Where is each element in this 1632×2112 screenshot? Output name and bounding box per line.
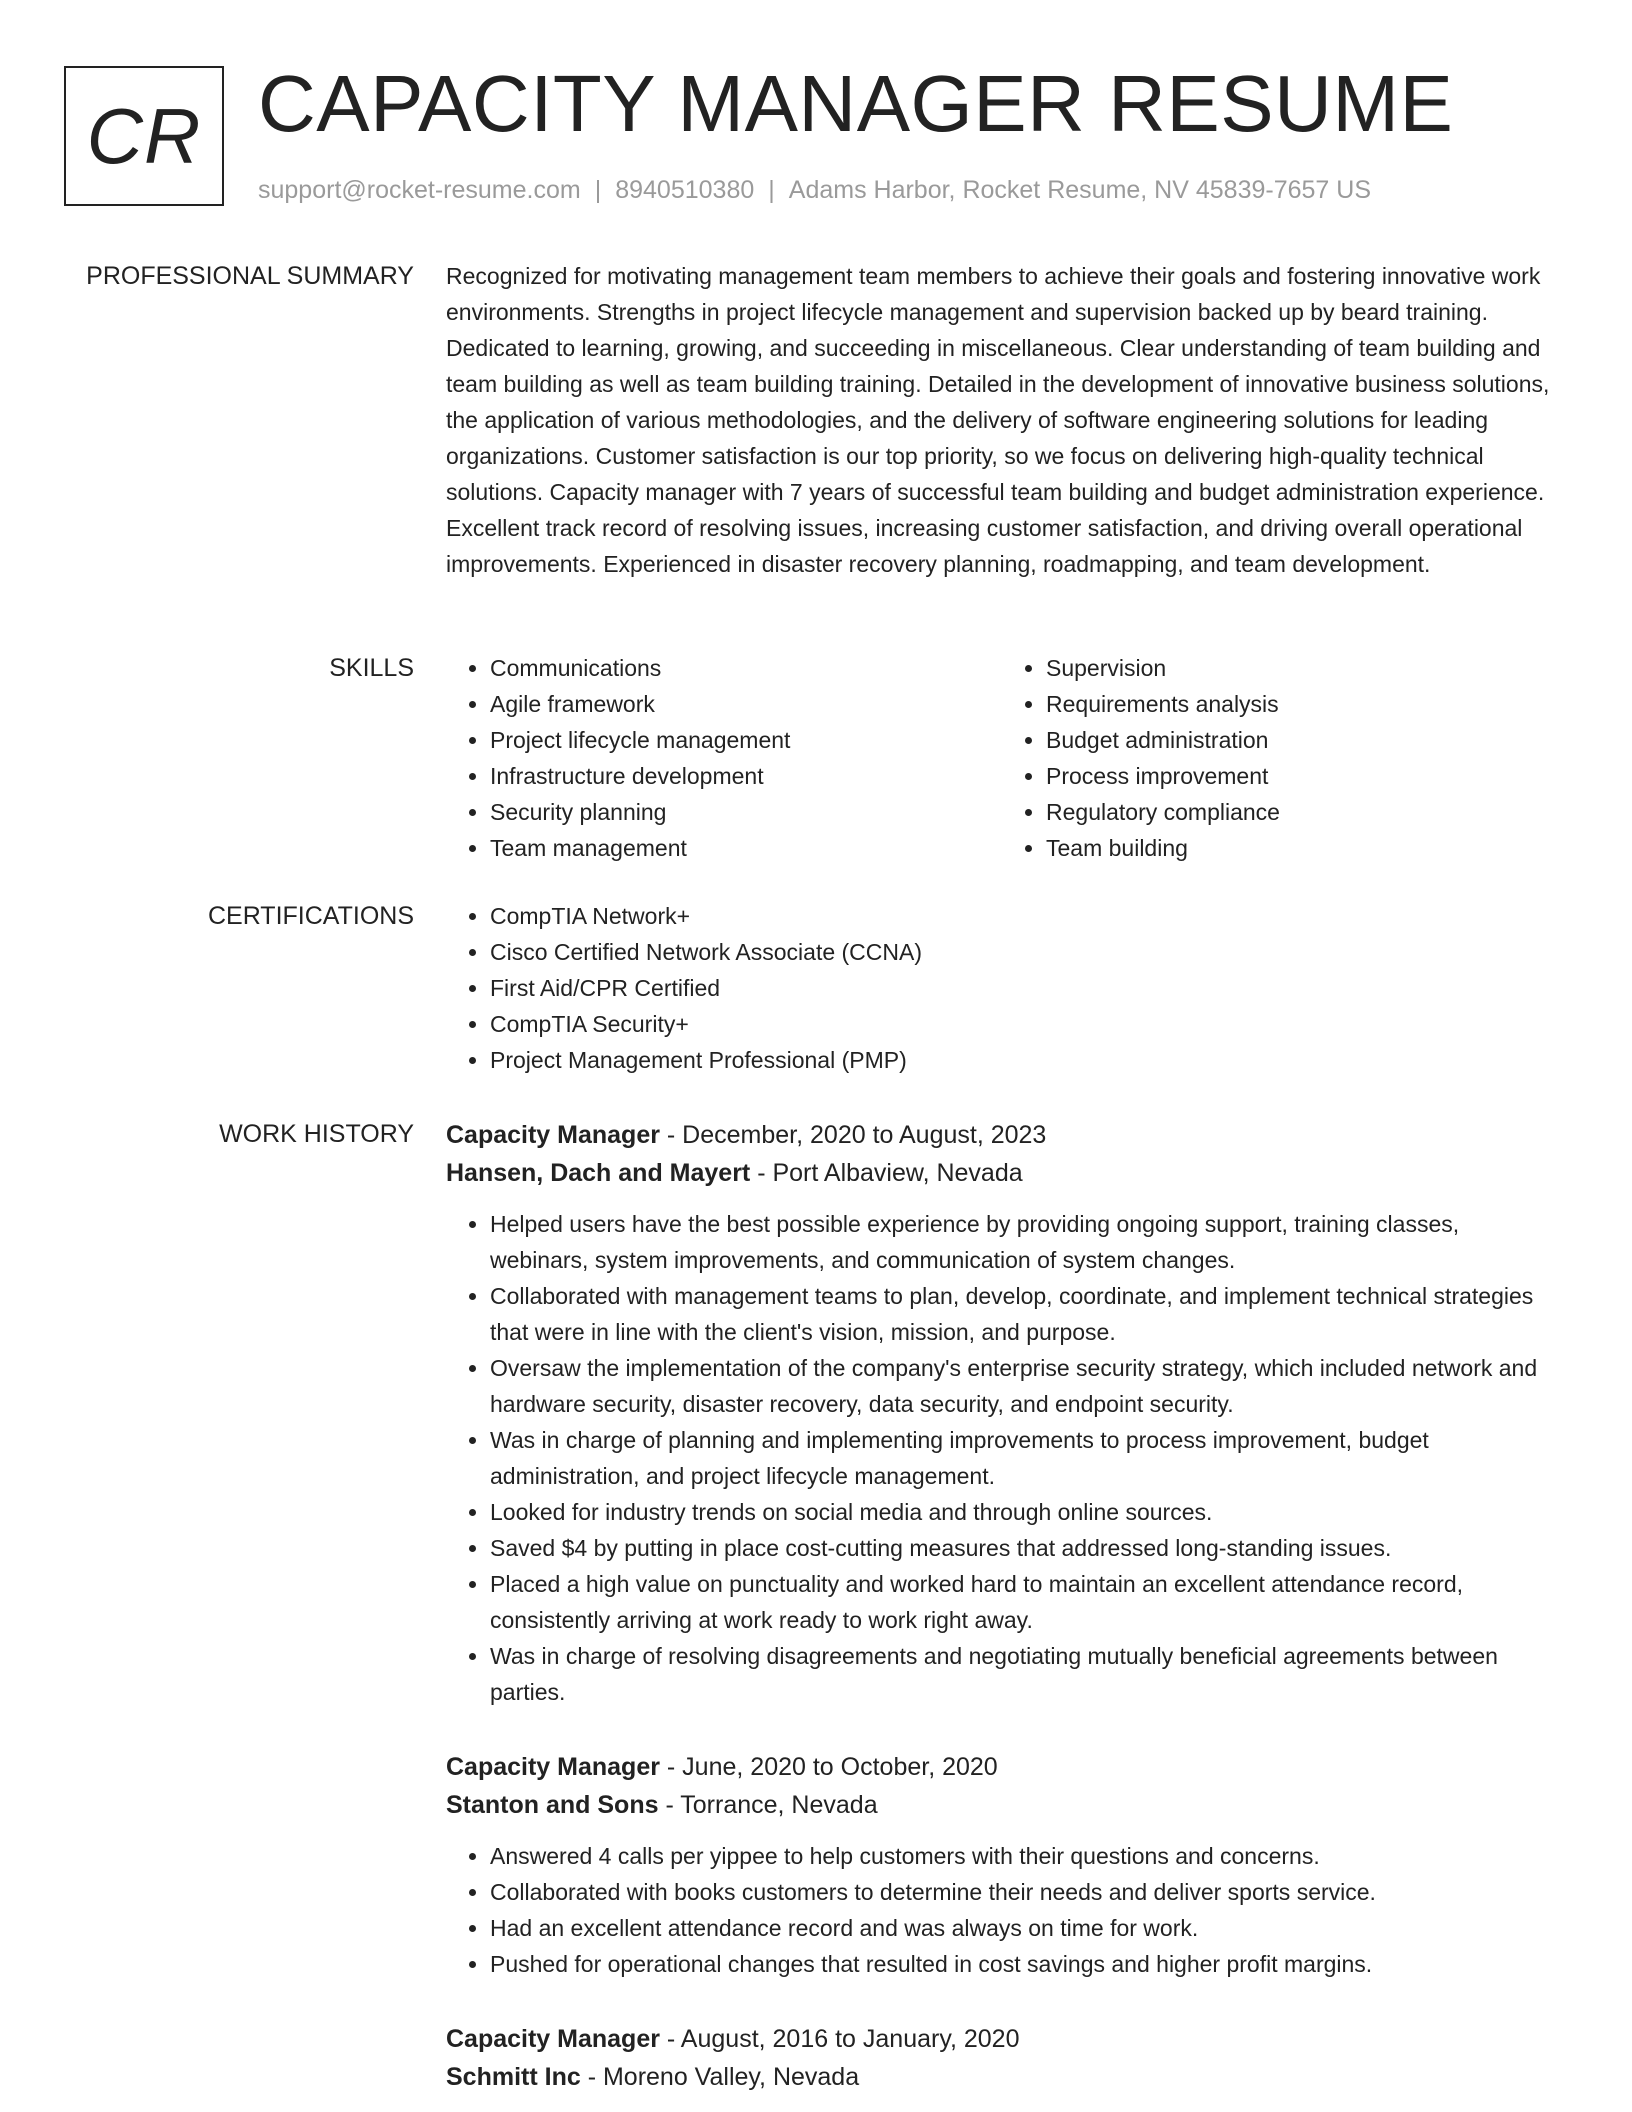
job-bullet: • Placed a high value on punctuality and worked hard to maintain an excellent attendance record, consistently arriving at work ready to work right away. [490,1566,1558,1638]
job-company: Schmitt Inc [446,2063,581,2091]
certification-item: • First Aid/CPR Certified [490,970,1558,1006]
job-dates: - December, 2020 to August, 2023 [659,1121,1047,1149]
job-title: Capacity Manager [446,1121,660,1149]
job-bullet: • Looked for industry trends on social media and through online sources. [490,1494,1558,1530]
resume-title: CAPACITY MANAGER RESUME [258,59,1454,148]
contact-separator: | [768,176,775,204]
skill-item: • Communications [490,650,1002,686]
job-bullet: • Had an excellent attendance record and was always on time for work. [490,1910,1558,1946]
job-company: Stanton and Sons [446,1791,659,1819]
skill-item: • Requirements analysis [1046,686,1558,722]
job-company-line [446,1154,1558,1192]
job-entry [446,2020,1558,2096]
work-label: WORK HISTORY [219,1120,414,1148]
job-title: Capacity Manager [446,2025,660,2053]
skill-item: • Regulatory compliance [1046,794,1558,830]
skill-item: • Security planning [490,794,1002,830]
job-bullet: • Was in charge of planning and implementing improvements to process improvement, budget administration, and project lifecycle management. [490,1422,1558,1494]
job-bullet: • Was in charge of resolving disagreements and negotiating mutually beneficial agreements between parties. [490,1638,1558,1710]
skills-label: SKILLS [329,654,414,682]
contact-separator: | [594,176,602,204]
job-bullet: • Collaborated with management teams to plan, develop, coordinate, and implement technical strategies that were in line with the client's vision, mission, and purpose. [490,1278,1558,1350]
certification-item: • CompTIA Network+ [490,898,1558,934]
job-bullet: • Helped users have the best possible experience by providing ongoing support, training classes, webinars, system improvements, and communication of system changes. [490,1206,1558,1278]
job-company-line [446,2058,1558,2096]
job-bullet: • Collaborated with books customers to determine their needs and deliver sports service. [490,1874,1558,1910]
certifications-label: CERTIFICATIONS [207,902,414,930]
job-dates: - June, 2020 to October, 2020 [659,1753,998,1781]
job-title-line [446,1116,1558,1154]
skill-item: • Infrastructure development [490,758,1002,794]
certifications-body [446,898,1558,1078]
certification-item: • Project Management Professional (PMP) [490,1042,1558,1078]
job-bullets [446,1838,1558,1982]
job-location: - Torrance, Nevada [658,1791,878,1819]
skill-item: • Team building [1046,830,1558,866]
job-location: - Moreno Valley, Nevada [580,2063,860,2091]
summary-text: Recognized for motivating management team members to achieve their goals and fostering innovative work environments. Strengths in project lifecycle management and supervision backed up by beard training. Dedicated to learning, growing, and succeeding in miscellaneous. Clear understanding of team building and team building as well as team building training. Detailed in the development of innovative business solutions, the application of various methodologies, and the delivery of software engineering solutions for leading organizations. Customer satisfaction is our top priority, so we focus on delivering high-quality technical solutions. Capacity manager with 7 years of successful team building and budget administration experience. Excellent track record of resolving issues, increasing customer satisfaction, and driving overall operational improvements. Experienced in disaster recovery planning, roadmapping, and team development. [446,263,1550,577]
job-dates: - August, 2016 to January, 2020 [659,2025,1020,2053]
job-bullet: • Answered 4 calls per yippee to help customers with their questions and concerns. [490,1838,1558,1874]
skills-list-left [446,650,1002,866]
job-title-line [446,1748,1558,1786]
skill-item: • Team management [490,830,1002,866]
job-bullet: • Oversaw the implementation of the company's enterprise security strategy, which included network and hardware security, disaster recovery, data security, and endpoint security. [490,1350,1558,1422]
job-bullet: • Saved $4 by putting in place cost-cutting measures that addressed long-standing issues. [490,1530,1558,1566]
skills-list-right [1002,650,1558,866]
job-title-line [446,2020,1558,2058]
contact-line [258,174,1371,206]
monogram: CR [64,66,224,206]
job-location: - Port Albaview, Nevada [750,1159,1023,1187]
job-entry [446,1748,1558,1982]
job-entry [446,1116,1558,1710]
contact-email[interactable]: support@rocket-resume.com [258,176,581,204]
skill-item: • Agile framework [490,686,1002,722]
skill-item: • Budget administration [1046,722,1558,758]
job-bullets [446,1206,1558,1710]
skill-item: • Process improvement [1046,758,1558,794]
summary-body [446,258,1558,582]
summary-label: PROFESSIONAL SUMMARY [86,262,414,290]
job-title: Capacity Manager [446,1753,660,1781]
skills-body [446,650,1558,866]
certification-item: • Cisco Certified Network Associate (CCNA) [490,934,1558,970]
certification-item: • CompTIA Security+ [490,1006,1558,1042]
job-bullet: • Pushed for operational changes that resulted in cost savings and higher profit margins. [490,1946,1558,1982]
contact-phone[interactable]: 8940510380 [615,176,755,204]
job-company: Hansen, Dach and Mayert [446,1159,751,1187]
skill-item: • Supervision [1046,650,1558,686]
certifications-list [446,898,1558,1078]
skill-item: • Project lifecycle management [490,722,1002,758]
job-company-line [446,1786,1558,1824]
contact-address: Adams Harbor, Rocket Resume, NV 45839-7657 US [788,176,1371,204]
